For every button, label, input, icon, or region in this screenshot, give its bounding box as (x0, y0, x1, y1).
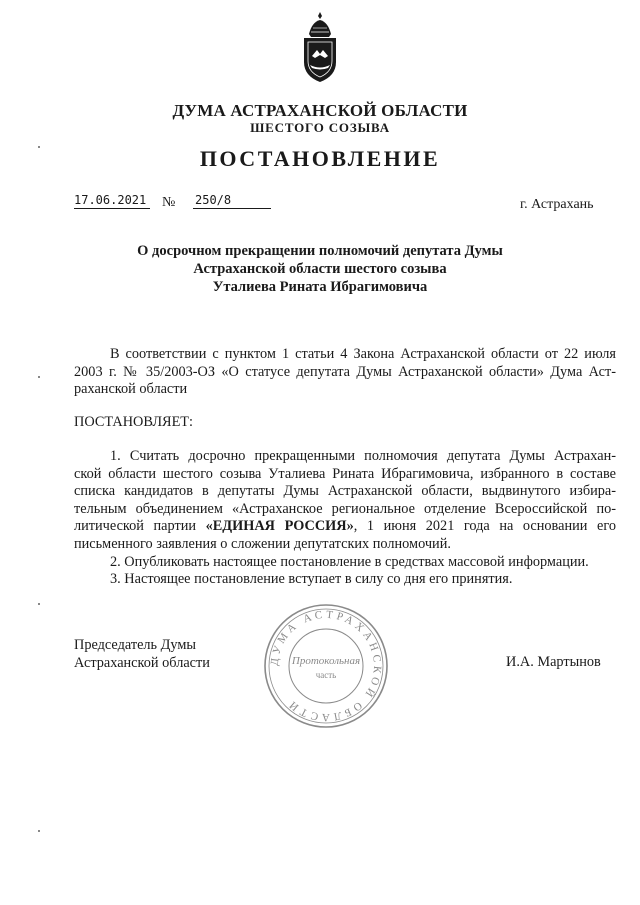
subject-line: Астраханской области шестого созыва (193, 261, 447, 277)
document-number: 250/8 (193, 193, 271, 209)
text-line: В соответствии с пунктом 1 статьи 4 Закона Астраханской области от 22 июля (110, 346, 616, 362)
official-stamp (262, 602, 390, 730)
text-line: раханской области (74, 381, 188, 398)
text-line: тельным объединением «Астраханское региональное отделение Всероссийской по- (74, 500, 616, 517)
text-fragment: , 1 июня 2021 года на основании его (353, 518, 616, 535)
signatory-position (74, 636, 210, 672)
position-line: Председатель Думы (74, 637, 197, 653)
text-line: письменного заявления о сложении депутатских полномочий. (74, 535, 451, 552)
coat-of-arms-icon (298, 10, 342, 84)
scan-mark (38, 603, 40, 605)
organization-name: ДУМА АСТРАХАНСКОЙ ОБЛАСТИ (172, 101, 468, 120)
signatory-name: И.А. Мартынов (506, 654, 601, 670)
text-line: 2. Опубликовать настоящее постановление в средствах массовой информации. (110, 553, 589, 570)
stamp-ring-text: ДУМА АСТРАХАНСКОЙ ОБЛАСТИ (268, 608, 384, 724)
text-line (74, 518, 616, 536)
text-line: 3. Настоящее постановление вступает в силу со дня его принятия. (110, 571, 513, 588)
scan-mark (38, 376, 40, 378)
stamp-center-text: часть (315, 670, 337, 680)
text-line: ской области шестого созыва Уталиева Рината Ибрагимовича, избранного в составе (74, 465, 616, 482)
party-name: «ЕДИНАЯ РОССИЯ» (205, 518, 354, 535)
city: г. Астрахань (520, 197, 594, 212)
convocation: ШЕСТОГО СОЗЫВА (250, 120, 390, 135)
text-line: списка кандидатов в депутаты Думы Астраханской области, выдвинутого избира- (74, 483, 616, 500)
resolution-items (74, 448, 616, 589)
preamble-paragraph (74, 346, 616, 399)
text-line: 1. Считать досрочно прекращенными полномочия депутата Думы Астрахан- (110, 448, 616, 464)
subject-line: Уталиева Рината Ибрагимовича (212, 279, 428, 295)
document-subject (0, 242, 640, 296)
number-label: № (162, 195, 176, 210)
subject-line: О досрочном прекращении полномочий депутата Думы (137, 243, 503, 259)
text-fragment: литической партии (74, 518, 206, 535)
document-date: 17.06.2021 (74, 193, 150, 209)
scan-mark (38, 146, 40, 148)
position-line: Астраханской области (74, 655, 210, 671)
scan-mark (38, 830, 40, 832)
document-type: ПОСТАНОВЛЕНИЕ (199, 146, 441, 171)
text-line: 2003 г. № 35/2003-ОЗ «О статусе депутата Думы Астраханской области» Дума Аст- (74, 363, 616, 380)
resolves-heading: ПОСТАНОВЛЯЕТ: (74, 414, 194, 430)
stamp-center-text: Протокольная (291, 655, 361, 667)
